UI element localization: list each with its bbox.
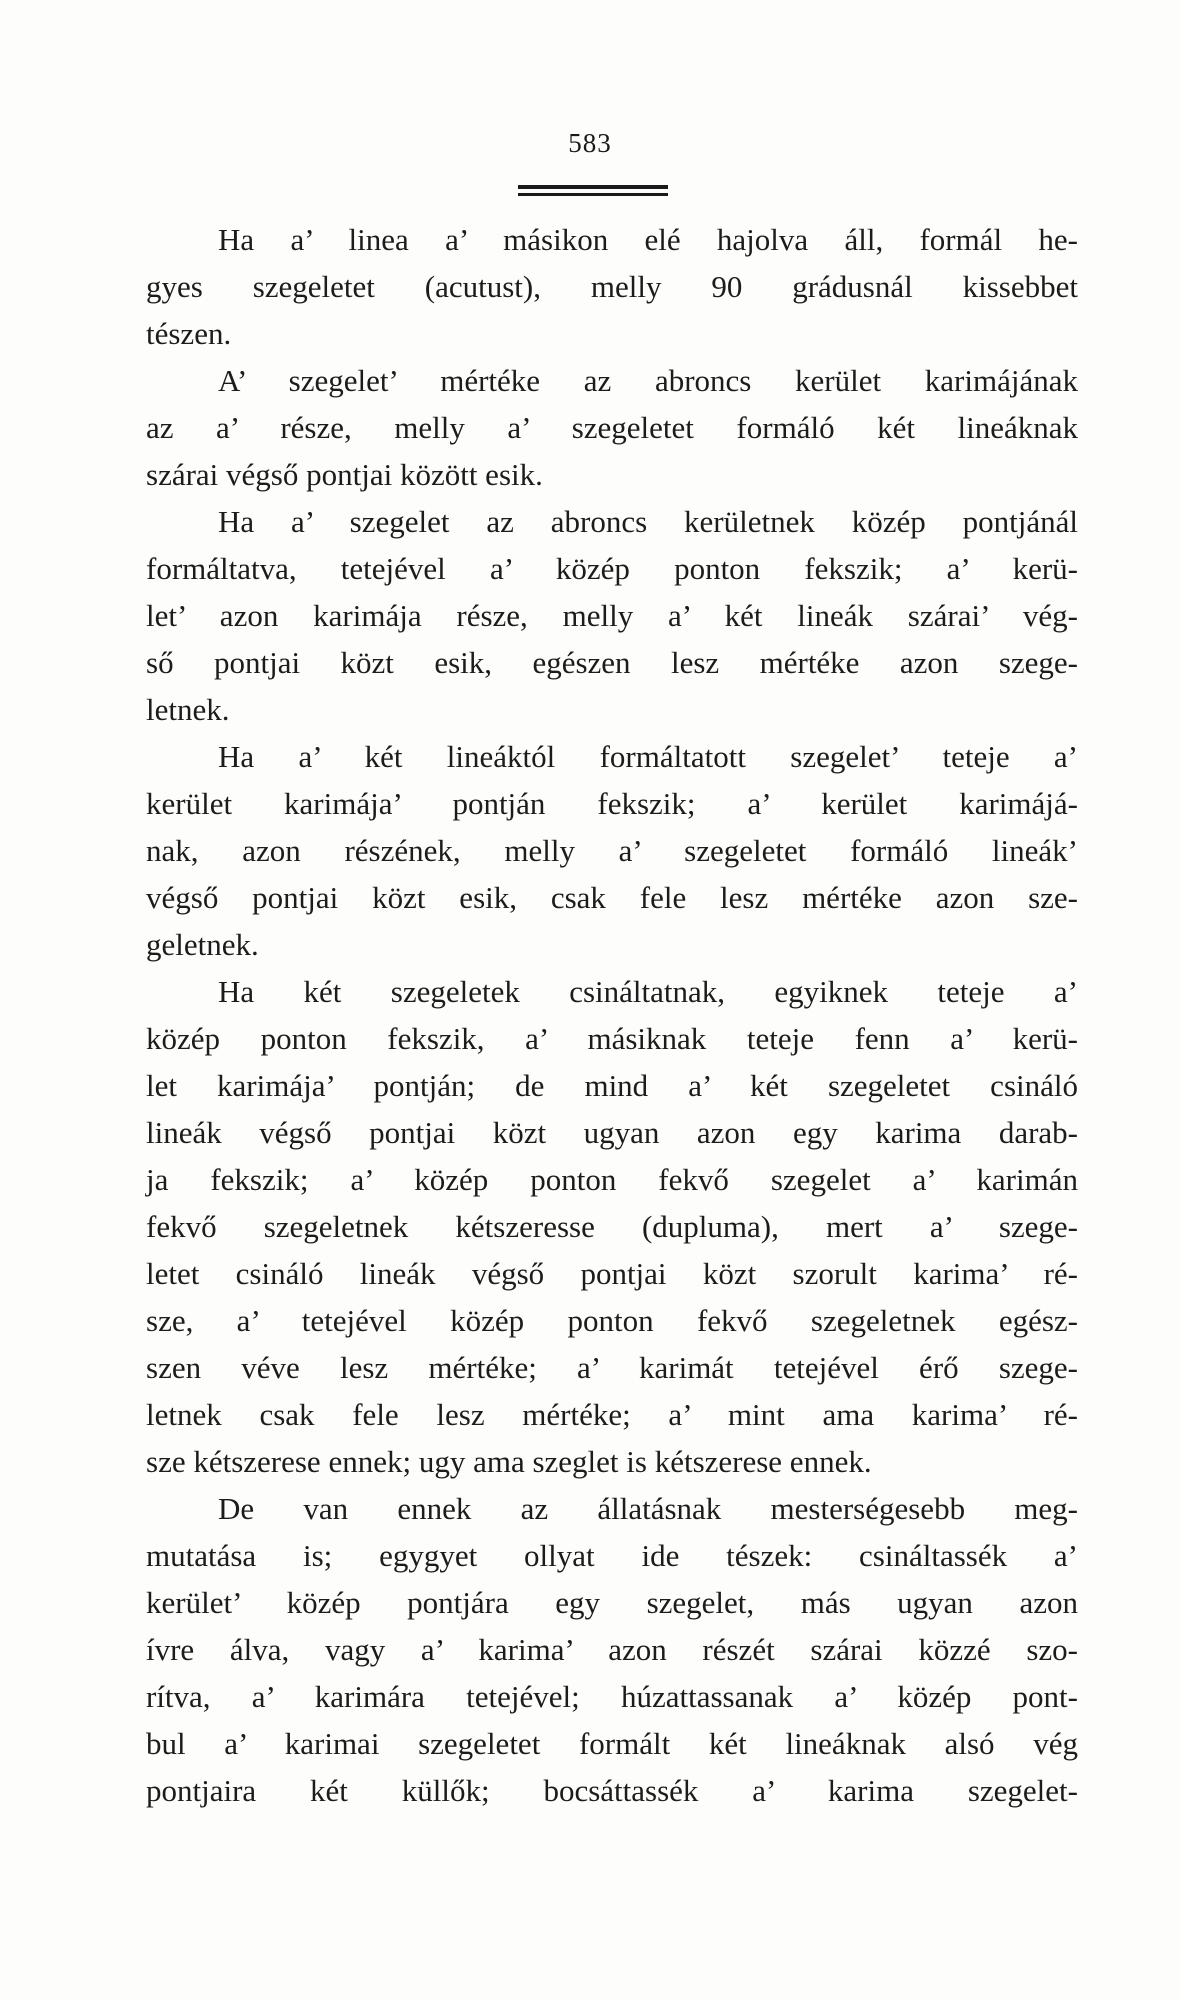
body-text — [146, 216, 1078, 1814]
text-line: rítva, a’ karimára tetejével; húzattassanak a’ közép pont- — [146, 1679, 1078, 1714]
text-line: sze, a’ tetejével közép ponton fekvő szegeletnek egész- — [146, 1303, 1078, 1338]
text-line: letet csináló lineák végső pontjai közt szorult karima’ ré- — [146, 1256, 1078, 1291]
text-line: ső pontjai közt esik, egészen lesz mértéke azon szege- — [146, 645, 1078, 680]
text-line: let karimája’ pontján; de mind a’ két szegeletet csináló — [146, 1068, 1078, 1103]
text-line: formáltatva, tetejével a’ közép ponton fekszik; a’ kerü- — [146, 551, 1078, 586]
text-line: pontjaira két küllők; bocsáttassék a’ karima szegelet- — [146, 1773, 1078, 1808]
text-line: közép ponton fekszik, a’ másiknak teteje fenn a’ kerü- — [146, 1021, 1078, 1056]
text-line: Ha két szegeletek csináltatnak, egyiknek teteje a’ — [218, 974, 1078, 1009]
text-line: letnek csak fele lesz mértéke; a’ mint ama karima’ ré- — [146, 1397, 1078, 1432]
text-line: az a’ része, melly a’ szegeletet formáló két lineáknak — [146, 410, 1078, 445]
text-line: kerület karimája’ pontján fekszik; a’ kerület karimájá- — [146, 786, 1078, 821]
text-line: kerület’ közép pontjára egy szegelet, más ugyan azon — [146, 1585, 1078, 1620]
text-line: lineák végső pontjai közt ugyan azon egy karima darab- — [146, 1115, 1078, 1150]
text-line: ívre álva, vagy a’ karima’ azon részét szárai közzé szo- — [146, 1632, 1078, 1667]
text-line: Ha a’ két lineáktól formáltatott szegelet’ teteje a’ — [218, 739, 1078, 774]
text-line: szen véve lesz mértéke; a’ karimát tetejével érő szege- — [146, 1350, 1078, 1385]
text-line: geletnek. — [146, 927, 259, 962]
header-rule-thin — [518, 193, 668, 196]
text-line: nak, azon részének, melly a’ szegeletet formáló lineák’ — [146, 833, 1078, 868]
text-line: ja fekszik; a’ közép ponton fekvő szegelet a’ karimán — [146, 1162, 1078, 1197]
text-line: let’ azon karimája része, melly a’ két lineák szárai’ vég- — [146, 598, 1078, 633]
text-line: gyes szegeletet (acutust), melly 90 grádusnál kissebbet — [146, 269, 1078, 304]
text-line: A’ szegelet’ mértéke az abroncs kerület karimájának — [218, 363, 1078, 398]
page-number: 583 — [568, 128, 612, 158]
text-line: mutatása is; egygyet ollyat ide tészek: csináltassék a’ — [146, 1538, 1078, 1573]
text-line: fekvő szegeletnek kétszeresse (dupluma), mert a’ szege- — [146, 1209, 1078, 1244]
text-line: letnek. — [146, 692, 230, 727]
text-line: sze kétszerese ennek; ugy ama szeglet is kétszerese ennek. — [146, 1444, 872, 1479]
text-line: tészen. — [146, 316, 232, 351]
text-line: szárai végső pontjai között esik. — [146, 457, 543, 492]
text-line: bul a’ karimai szegeletet formált két lineáknak alsó vég — [146, 1726, 1078, 1761]
text-line: Ha a’ szegelet az abroncs kerületnek közép pontjánál — [218, 504, 1078, 539]
header-rule-thick — [518, 185, 668, 189]
text-line: De van ennek az állatásnak mesterségesebb meg- — [218, 1491, 1078, 1526]
text-line: végső pontjai közt esik, csak fele lesz mértéke azon sze- — [146, 880, 1078, 915]
text-line: Ha a’ linea a’ másikon elé hajolva áll, formál he- — [218, 222, 1078, 257]
